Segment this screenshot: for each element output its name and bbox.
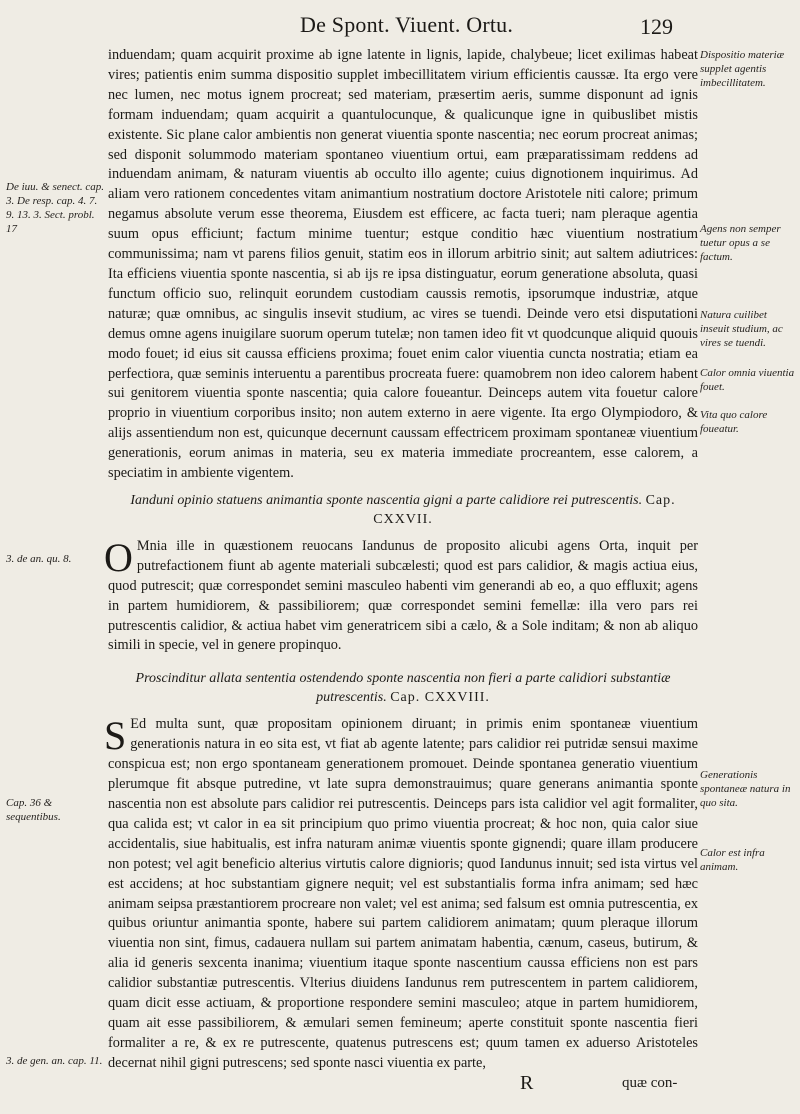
margin-note-right: Natura cuilibet inseuit studium, ac vires se tuendi. [700,309,783,349]
paragraph-2-text: Mnia ille in quæstionem reuocans Iandunus de proposito alicubi agens Orta, inquit per putrefactionem fiunt ab agente materiali subcælesti; quod est pars calidior, & magis actiua eius, quod putrescit; quæ correspondet semini masculeo habenti vim generandi ab eo, a quo effluxit; agens in partem humidiorem, & passibiliorem; quæ correspondet semini femellæ: illa vero pars rei putrescentis calidior, & actiua habet vim generatricem sibi a cælo, & a Sole inditam; & non ab aliquo simili in specie, vel in genere propinquo. [108,537,698,654]
catchword: quæ con- [622,1075,678,1091]
paragraph-3 [104,713,698,1073]
chapter-number: Cap. CXXVII. [373,492,676,527]
paragraph-2 [104,534,698,656]
margin-note-right: Agens non semper tuetur opus a se factum. [700,223,781,263]
paragraph-3-text: Ed multa sunt, quæ propositam opinionem diruant; in primis enim spontaneæ viuentium generationis natura in eo sita est, vt fiat ab agente latente; pars calidior rei putridæ sensui maxime conspicua est; non ergo spontaneam generationem promouet. Deinde spontanea generatio viuentium plerumque fit absque putredine, vt late supra demonstrauimus; quare generans animantia sponte nascentia non est absolute pars calidior rei putrescentis. Deinceps pars ista calidior vel agit formaliter, qua calida est; vt calor in ea sit principium quo primo viuentia procreat; & hoc non, quia calor siue accidentalis, siue habitualis, est infra naturam animæ viuentis sponte gignendi; quare illam producere non potest; vel agit beneficio alterius virtutis calore dignioris; quod Iandunus innuit; sed ista virtus vel est accidens; at hoc substantiam gignere nequit; vel est substantialis forma infra animam; sed hæc animam seipsa præstantiorem procreare non valet; vel est anima; sed falsum est omnia putrescentia, ex quibus oriuntur animantia sponte, habere sui partem calidiorem animatam; quum pleraque illorum viuentia non sint, fimus, cadauera nullam sui partem animatam habentia, cænum, caseus, butirum, & alia id generis sexcenta inanima; viuentium itaque sponte nascentium caussa efficiens non est pars calidior substantiæ putrescentis. Vlterius diuidens Iandunus rem putrescentem in partem calidiorem, quam dicit esse actiuam, & proportione respondere semini masculeo; atque in partem humidiorem, quam ait esse passibiliorem, & æmulari semen femineum; aperte constituit sponte nascentia fieri formaliter a re, & ex re putrescente, quatenus putrescens est; quum tamen ex aduerso Aristoteles decernat nihil gigni putrescens; sed sponte nasci viuentia ex parte, [108,716,698,1071]
drop-cap-initial: O [104,534,133,580]
margin-note-right: Dispositio materiæ supplet agentis imbecillitatem. [700,49,785,89]
chapter-title: Proscinditur allata sententia ostendendo sponte nascentia non fieri a parte calidiori substantiæ putrescentis. [135,671,671,706]
paragraph-1: induendam; quam acquirit proxime ab igne latente in lignis, lapide, chalybeue; licet exilimas habeat vires; patientis enim summa dispositio supplet imbecillitatem virium efficientis caussæ. Ita ergo vere nec lumen, nec motus ignem procreat; sed materiam, præsertim aeris, summe disponunt ad ignis formam induendam; quam acquirit a quantulocunque, & qualicunque igne in quibuslibet mistis existente. Sic plane calor ambientis non generat viuentia sponte nascentia; nec eorum procreat animas; sed disponit solummodo materiam spontaneo viuentium ortui, eam præparatissimam reddens ad induendam animam, & naturam viuentis ab occulto illo agente; cuius dignotionem inquirimus. Ad aliam vero rationem concedentes vitam animantium nostratium doctore Aristotele niti calore; primum negamus absolute verum esse theorema, Eiusdem est efficere, ac facta tueri; nam pleraque agentia suum opus efficiunt; factum minime tuentur; estque conditio hæc viuentium nostratium communissima; nam vt parens filios genuit, statim eos in illorum arbitrio sinit; aut saltem adiutrices: Ita efficiens viuentia sponte nascentia, si ab ijs re ipsa distinguatur, eorum generatione absoluta, quasi functum officio suo, relinquit eorundem custodiam caussis remotis, ipsorumque industriæ, atque naturæ; quæ omnibus, ac singulis insevit studium, ac vires se tuendi. Deinde vero etsi disputationi demus omne agens inuigilare suorum operum tutelæ; non tamen ideo fit vt quodcunque aliquid quouis modo fouet; id eius sit caussa efficiens proxima; fouet enim calor viuentia cuncta nostratia; etiam ea perfectiora, quæ seminis interuentu a parentibus procreata fuere: quamobrem non ideo calorem habent sui genitorem viuentia sponte nascentia; quia calore foueantur. Deinceps autem vita fouetur calore proprio in viuentium corporibus insito; non autem externo in aere vigente. Ita ergo Olympiodoro, & alijs assentiendum non est, quicunque decernunt caussam effectricem proximam spontaneæ viuentium generationis, eorum animas in materia, seu ex materia immediate procreantem, esse calorem, a speciatim in ambiente vigentem. [108,47,698,482]
drop-cap-initial: S [104,713,127,759]
margin-note-left: 3. de an. qu. 8. [6,553,72,565]
margin-note-left: Cap. 36 & sequentibus. [6,797,61,823]
margin-note-left: 3. de gen. an. cap. 11. [6,1055,103,1067]
signature-mark: R [520,1072,534,1094]
chapter-number: Cap. CXXVIII. [390,690,490,706]
main-text-column [104,46,698,1074]
chapter-heading-128 [108,669,698,707]
margin-note-right: Calor est infra animam. [700,847,765,873]
margin-note-left: De iuu. & senect. cap. 3. De resp. cap. 4. 7. 9. 13. 3. Sect. probl. 17 [6,181,105,235]
chapter-title: Ianduni opinio statuens animantia sponte nascentia gigni a parte calidiore rei putrescentis. [130,492,643,508]
margin-note-right: Generationis spontaneæ natura in quo sita. [700,769,791,809]
page-number: 129 [640,14,673,39]
running-title: De Spont. Viuent. Ortu. [300,12,514,37]
margin-note-right: Vita quo calore foueatur. [700,409,768,435]
margin-note-right: Calor omnia viuentia fouet. [700,367,795,393]
chapter-heading-127 [108,491,698,529]
